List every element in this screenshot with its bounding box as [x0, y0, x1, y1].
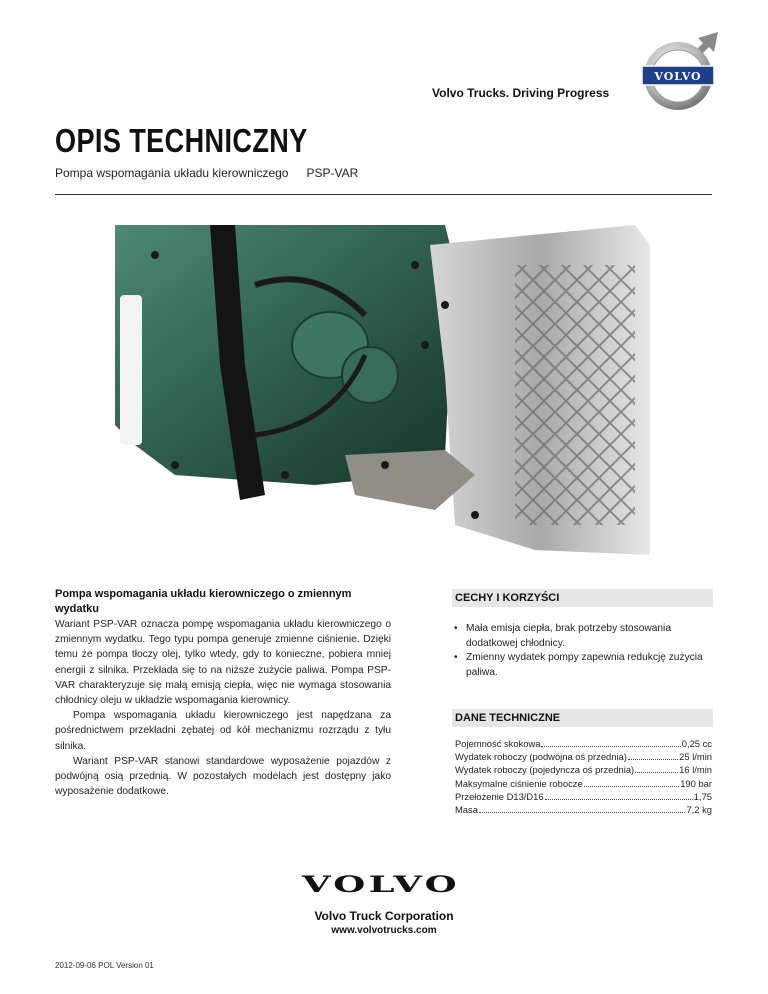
leader-dots: [541, 745, 680, 747]
spec-value: 0,25 cc: [681, 738, 712, 749]
page-subtitle: [55, 166, 376, 180]
spec-row: [455, 737, 712, 750]
wordmark-text: VOLVO: [300, 873, 460, 895]
description-paragraph-3: Wariant PSP-VAR stanowi standardowe wyposażenie pojazdów z podwójną osią przednią. W pozostałych modelach jest dostępny jako wyposażenie dodatkowe.: [55, 755, 391, 798]
spec-label: Przełożenie D13/D16: [455, 790, 544, 802]
specs-table: [455, 737, 712, 816]
website-link[interactable]: www.volvotrucks.com: [331, 925, 437, 936]
volvo-wordmark-logo: [300, 873, 462, 895]
spec-row: [455, 777, 712, 790]
version-label: 2012-09-06 POL Version 01: [55, 961, 154, 970]
leader-dots: [628, 758, 678, 760]
description-heading: Pompa wspomagania układu kierowniczego o zmiennym wydatku: [55, 588, 352, 615]
spec-value: 7,2 kg: [686, 804, 712, 816]
spec-value: 16 l/min: [679, 764, 712, 776]
page-title: OPIS TECHNICZNY: [55, 122, 308, 159]
list-item: [452, 622, 713, 651]
spec-label: Wydatek roboczy (pojedyncza oś przednia): [455, 764, 635, 776]
description-column: [55, 587, 391, 799]
feature-text: Mała emisja ciepła, brak potrzeby stosowania dodatkowej chłodnicy.: [466, 623, 671, 649]
list-item: [452, 651, 713, 680]
specs-heading: DANE TECHNICZNE: [452, 709, 713, 727]
bullet-icon: •: [454, 623, 458, 634]
leader-dots: [635, 771, 678, 773]
spec-value: 190 bar: [680, 777, 712, 789]
corporation-name: Volvo Truck Corporation: [314, 909, 454, 923]
header-divider: [55, 194, 712, 195]
features-heading: CECHY I KORZYŚCI: [452, 589, 713, 607]
bullet-icon: •: [454, 652, 458, 663]
subtitle-main: Pompa wspomagania układu kierowniczego: [55, 166, 289, 180]
spec-row: [455, 750, 712, 763]
spec-label: Maksymalne ciśnienie robocze: [455, 777, 583, 789]
leader-dots: [479, 811, 686, 813]
spec-label: Masa: [455, 804, 478, 816]
tagline: Volvo Trucks. Driving Progress: [432, 86, 610, 100]
spec-row: [455, 763, 712, 776]
subtitle-code: PSP-VAR: [306, 166, 359, 180]
logo-text: VOLVO: [654, 70, 702, 83]
description-paragraph-2: Pompa wspomagania układu kierowniczego jest napędzana za pośrednictwem przekładni zębatej od kół mechanizmu rozrządu z tyłu silnika.: [55, 710, 391, 752]
leader-dots: [584, 785, 680, 787]
spec-label: Wydatek roboczy (podwójna oś przednia): [455, 751, 627, 763]
feature-text: Zmienny wydatek pompy zapewnia redukcję zużycia paliwa.: [466, 652, 703, 678]
features-list: [452, 622, 713, 680]
engine-pump-photo: [115, 225, 650, 560]
leader-dots: [545, 798, 693, 800]
spec-value: 1,75: [693, 790, 712, 802]
spec-label: Pojemność skokowa: [455, 738, 541, 749]
spec-value: 25 l/min: [679, 751, 712, 763]
spec-row: [455, 803, 712, 816]
volvo-logo-icon: [636, 28, 726, 118]
description-paragraph-1: Wariant PSP-VAR oznacza pompę wspomagania układu kierowniczego o zmiennym wydatku. Tego typu pompa generuje zmienne ciśnienie. Dzięki temu że pompa tłoczy olej, tylko wtedy, gdy to konieczne, pobiera mniej energii z silnika. Przekłada się to na niższe zużycie paliwa. Pompa PSP-VAR charakteryzuje się małą emisją ciepła, więc nie wymaga stosowania chłodnicy oleju w układzie wspomagania kierownicy.: [55, 619, 391, 707]
spec-row: [455, 790, 712, 803]
